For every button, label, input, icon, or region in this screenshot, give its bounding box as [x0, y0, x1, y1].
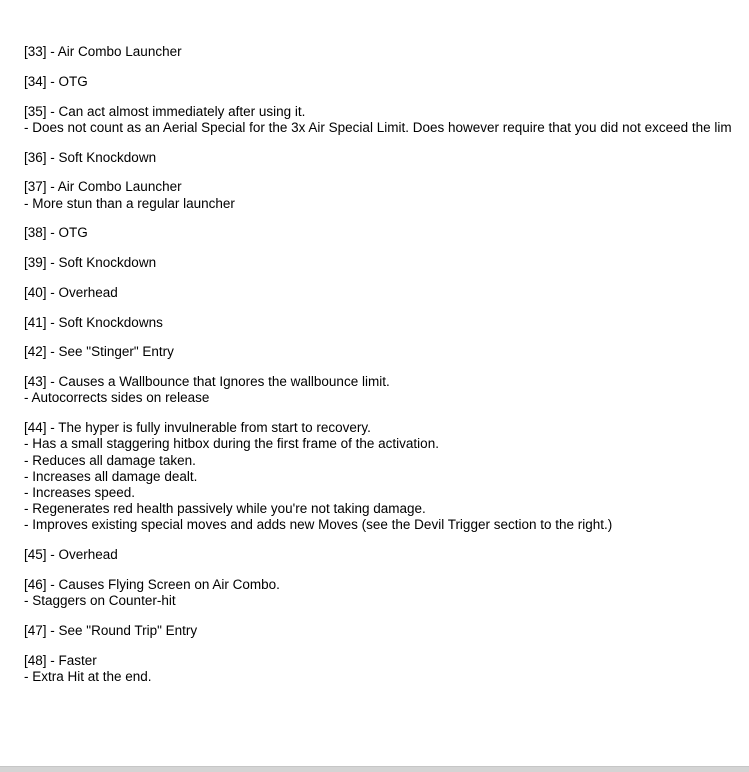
move-note-heading: [33] - Air Combo Launcher — [24, 44, 182, 59]
move-note-detail: - Improves existing special moves and adds new Moves (see the Devil Trigger section to the right.) — [24, 517, 613, 533]
move-note-heading: [34] - OTG — [24, 73, 88, 89]
move-note — [24, 179, 749, 211]
move-note — [24, 623, 749, 639]
move-note — [24, 285, 749, 301]
move-note — [24, 374, 749, 406]
move-note-detail: - Reduces all damage taken. — [24, 452, 196, 468]
move-note — [24, 653, 749, 685]
move-note-heading: [36] - Soft Knockdown — [24, 149, 157, 165]
move-note-detail: - Staggers on Counter-hit — [24, 593, 176, 609]
move-note-detail: - Increases speed. — [24, 484, 136, 500]
move-note-heading: [38] - OTG — [24, 225, 88, 241]
move-note-heading: [46] - Causes Flying Screen on Air Combo. — [24, 576, 280, 592]
move-note-detail: - Does not count as an Aerial Special for the 3x Air Special Limit. Does however require that you did not exceed the lim — [24, 119, 732, 135]
move-note — [24, 344, 749, 360]
move-note-detail: - Regenerates red health passively while you're not taking damage. — [24, 501, 426, 517]
move-note-heading: [39] - Soft Knockdown — [24, 255, 157, 271]
move-note-heading: [48] - Faster — [24, 652, 97, 668]
move-note-detail: - Increases all damage dealt. — [24, 468, 198, 484]
move-note-heading: [43] - Causes a Wallbounce that Ignores the wallbounce limit. — [24, 374, 390, 390]
move-note — [24, 74, 749, 90]
move-note — [24, 255, 749, 271]
move-note — [24, 44, 749, 60]
move-notes-list — [24, 44, 749, 699]
move-note — [24, 577, 749, 609]
move-note-heading: [40] - Overhead — [24, 284, 118, 300]
move-note-heading: [47] - See "Round Trip" Entry — [24, 622, 198, 638]
move-note — [24, 420, 749, 533]
move-note-detail: - Extra Hit at the end. — [24, 668, 152, 684]
move-note — [24, 104, 749, 136]
move-note-heading: [37] - Air Combo Launcher — [24, 179, 182, 195]
move-note — [24, 547, 749, 563]
move-note-detail: - More stun than a regular launcher — [24, 195, 235, 211]
move-note — [24, 225, 749, 241]
horizontal-scrollbar[interactable] — [0, 766, 749, 772]
move-note-heading: [44] - The hyper is fully invulnerable from start to recovery. — [24, 420, 371, 436]
move-note — [24, 150, 749, 166]
move-note-heading: [42] - See "Stinger" Entry — [24, 344, 174, 360]
move-note-heading: [35] - Can act almost immediately after using it. — [24, 103, 306, 119]
move-note-detail: - Autocorrects sides on release — [24, 390, 210, 406]
move-note-detail: - Has a small staggering hitbox during the first frame of the activation. — [24, 436, 439, 452]
move-note — [24, 315, 749, 331]
move-note-heading: [45] - Overhead — [24, 547, 118, 563]
move-note-heading: [41] - Soft Knockdowns — [24, 314, 163, 330]
